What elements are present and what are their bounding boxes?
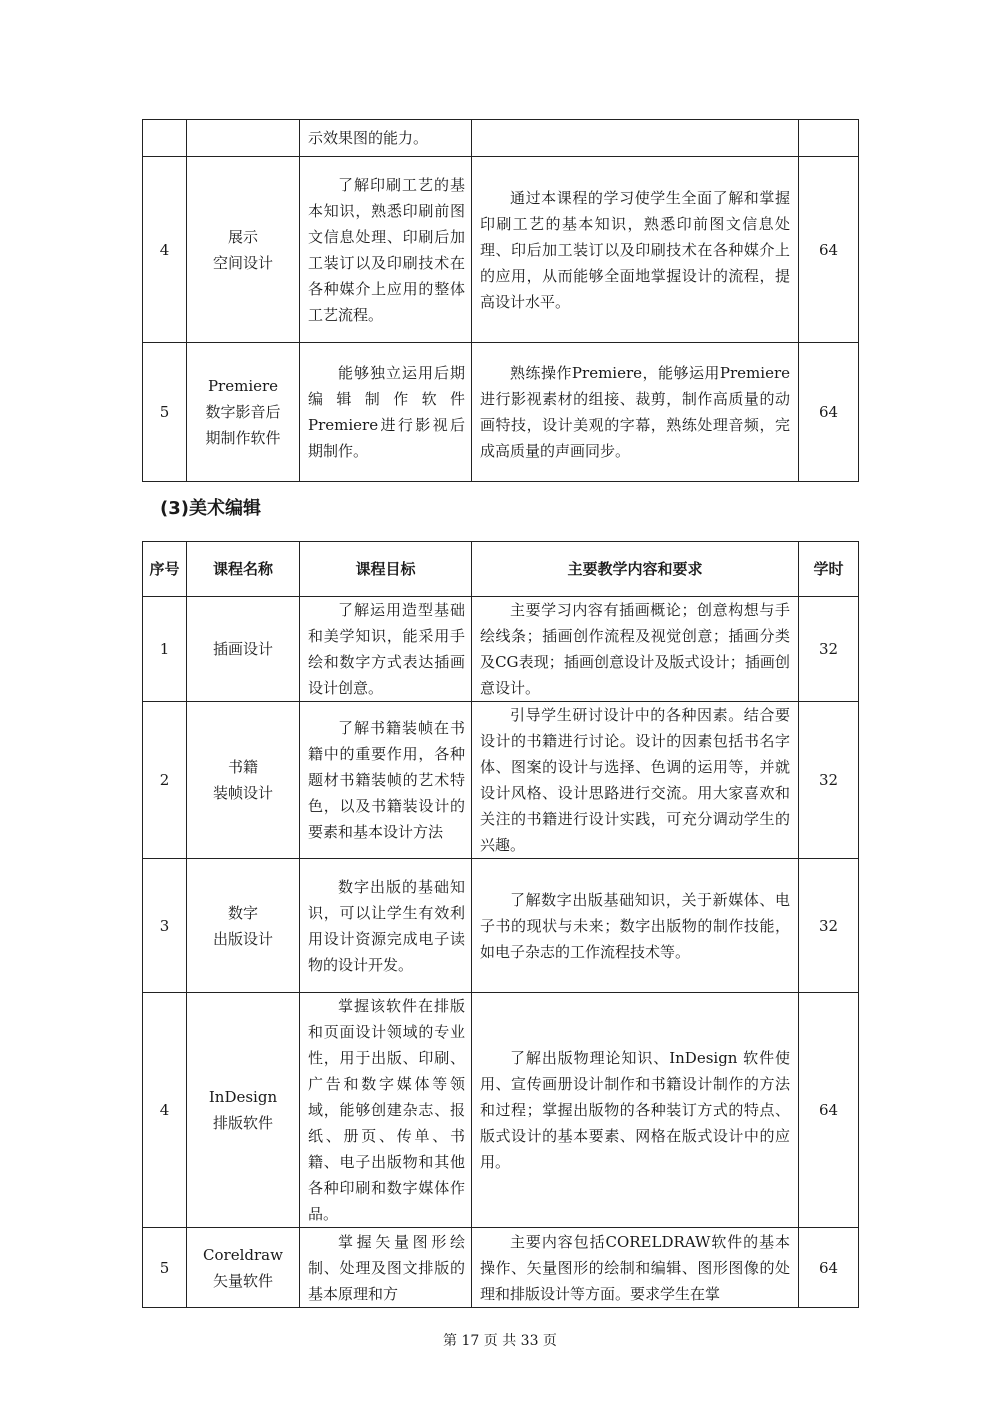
cell-content bbox=[472, 120, 799, 157]
section-title: (3)美术编辑 bbox=[160, 498, 261, 519]
cell-no-text: 4 bbox=[159, 1101, 170, 1119]
cell-hours-text: 32 bbox=[818, 916, 839, 935]
cell-objective-text: 掌握该软件在排版和页面设计领域的专业性，用于出版、印刷、广告和数字媒体等领域，能够创建杂志、报纸、册页、传单、书籍、电子出版物和其他各种印刷和数字媒体作品。 bbox=[308, 997, 465, 1223]
cell-course-name bbox=[187, 859, 300, 993]
cell-objective-text: 示效果图的能力。 bbox=[308, 129, 429, 147]
cell-no bbox=[143, 157, 187, 343]
course-name-line: 插画设计 bbox=[212, 640, 273, 658]
cell-no-text: 3 bbox=[159, 916, 170, 935]
course-name-line: 数字 bbox=[227, 903, 258, 922]
course-name-line: 书籍 bbox=[227, 758, 258, 776]
cell-hours-text: 64 bbox=[818, 1258, 839, 1277]
cell-objective bbox=[300, 343, 472, 482]
cell-hours bbox=[799, 120, 859, 157]
table-body bbox=[143, 120, 859, 482]
cell-no bbox=[143, 1228, 187, 1308]
header-objective: 课程目标 bbox=[300, 542, 472, 597]
course-name-line: 装帧设计 bbox=[212, 784, 273, 802]
cell-content bbox=[472, 343, 799, 482]
cell-hours bbox=[799, 1228, 859, 1308]
cell-objective-text: 了解书籍装帧在书籍中的重要作用，各种题材书籍装帧的艺术特色，以及书籍装设计的要素和基本设计方法 bbox=[308, 719, 465, 841]
table-row bbox=[143, 702, 859, 859]
cell-objective-text: 掌握矢量图形绘制、处理及图文排版的基本原理和方 bbox=[308, 1232, 465, 1303]
cell-content bbox=[472, 597, 799, 702]
cell-objective bbox=[300, 1228, 472, 1308]
cell-hours bbox=[799, 859, 859, 993]
course-name-line: 展示 bbox=[227, 227, 258, 246]
cell-hours-text: 64 bbox=[818, 403, 839, 421]
table-row bbox=[143, 343, 859, 482]
cell-content bbox=[472, 1228, 799, 1308]
course-name-line: 期制作软件 bbox=[205, 429, 281, 447]
cell-hours-text: 32 bbox=[818, 771, 839, 789]
cell-course-name bbox=[187, 157, 300, 343]
header-hours: 学时 bbox=[799, 542, 859, 597]
cell-content-text: 熟练操作Premiere，能够运用Premiere进行影视素材的组接、裁剪，制作高质量的动画特技，设计美观的字幕，熟练处理音频，完成高质量的声画同步。 bbox=[480, 364, 790, 460]
art-editing-course-table bbox=[142, 541, 859, 1308]
cell-no bbox=[143, 343, 187, 482]
cell-no bbox=[143, 597, 187, 702]
cell-course-name bbox=[187, 702, 300, 859]
cell-no-text: 2 bbox=[159, 771, 170, 789]
course-name-line: InDesign bbox=[208, 1088, 278, 1106]
cell-hours bbox=[799, 993, 859, 1228]
cell-no bbox=[143, 702, 187, 859]
cell-objective bbox=[300, 702, 472, 859]
cell-no bbox=[143, 120, 187, 157]
cell-hours-text: 64 bbox=[818, 240, 839, 259]
table-header-row bbox=[143, 542, 859, 597]
table-row bbox=[143, 157, 859, 343]
course-table-continued bbox=[142, 119, 859, 482]
cell-objective-text: 了解印刷工艺的基本知识，熟悉印刷前图文信息处理、印刷后加工装订以及印刷技术在各种媒介上应用的整体工艺流程。 bbox=[308, 175, 465, 324]
header-name: 课程名称 bbox=[187, 542, 300, 597]
cell-no bbox=[143, 993, 187, 1228]
table-row bbox=[143, 859, 859, 993]
course-name-line: 数字影音后 bbox=[205, 403, 281, 421]
cell-content-text: 了解出版物理论知识、InDesign 软件使用、宣传画册设计制作和书籍设计制作的方法和过程；掌握出版物的各种装订方式的特点、版式设计的基本要素、网格在版式设计中的应用。 bbox=[480, 1049, 790, 1171]
cell-objective-text: 能够独立运用后期编辑制作软件Premiere进行影视后期制作。 bbox=[308, 364, 465, 460]
course-name-line: 出版设计 bbox=[212, 929, 273, 948]
table-row bbox=[143, 597, 859, 702]
table-row bbox=[143, 120, 859, 157]
table-row bbox=[143, 1228, 859, 1308]
cell-course-name bbox=[187, 597, 300, 702]
cell-hours bbox=[799, 343, 859, 482]
header-no: 序号 bbox=[143, 542, 187, 597]
cell-objective bbox=[300, 157, 472, 343]
cell-content-text: 通过本课程的学习使学生全面了解和掌握印刷工艺的基本知识，熟悉印前图文信息处理、印后加工装订以及印刷技术在各种媒介上的应用，从而能够全面地掌握设计的流程，提高设计水平。 bbox=[480, 188, 790, 311]
cell-no-text: 5 bbox=[159, 1258, 170, 1277]
cell-objective bbox=[300, 859, 472, 993]
cell-objective bbox=[300, 597, 472, 702]
cell-objective-text: 了解运用造型基础和美学知识，能采用手绘和数字方式表达插画设计创意。 bbox=[308, 601, 465, 697]
cell-content-text: 引导学生研讨设计中的各种因素。结合要设计的书籍进行讨论。设计的因素包括书名字体、图案的设计与选择、色调的运用等，并就设计风格、设计思路进行交流。用大家喜欢和关注的书籍进行设计实践，可充分调动学生的兴趣。 bbox=[480, 706, 790, 854]
cell-no-text: 5 bbox=[159, 403, 170, 421]
cell-hours-text: 32 bbox=[818, 640, 839, 658]
cell-no-text: 1 bbox=[159, 640, 170, 658]
page-footer: 第 17 页 共 33 页 bbox=[443, 1333, 557, 1349]
cell-no bbox=[143, 859, 187, 993]
course-name-line: Premiere bbox=[207, 377, 279, 395]
cell-content-text: 主要内容包括CORELDRAW软件的基本操作、矢量图形的绘制和编辑、图形图像的处理和排版设计等方面。要求学生在掌 bbox=[480, 1232, 790, 1303]
cell-course-name bbox=[187, 993, 300, 1228]
table-row bbox=[143, 993, 859, 1228]
cell-content bbox=[472, 702, 799, 859]
cell-hours bbox=[799, 702, 859, 859]
cell-content-text: 了解数字出版基础知识，关于新媒体、电子书的现状与未来；数字出版物的制作技能，如电子杂志的工作流程技术等。 bbox=[480, 890, 790, 961]
cell-content bbox=[472, 859, 799, 993]
cell-hours bbox=[799, 157, 859, 343]
course-name-line: 矢量软件 bbox=[212, 1271, 273, 1290]
table-body bbox=[143, 597, 859, 1308]
cell-course-name bbox=[187, 120, 300, 157]
course-name-line: 排版软件 bbox=[212, 1114, 273, 1132]
cell-course-name bbox=[187, 343, 300, 482]
course-name-line: Coreldraw bbox=[203, 1245, 283, 1264]
cell-hours bbox=[799, 597, 859, 702]
cell-objective bbox=[300, 120, 472, 157]
cell-content bbox=[472, 157, 799, 343]
cell-no-text: 4 bbox=[159, 240, 170, 259]
cell-content-text: 主要学习内容有插画概论；创意构想与手绘线条；插画创作流程及视觉创意；插画分类及CG表现；插画创意设计及版式设计；插画创意设计。 bbox=[480, 601, 790, 697]
cell-objective bbox=[300, 993, 472, 1228]
cell-objective-text: 数字出版的基础知识，可以让学生有效利用设计资源完成电子读物的设计开发。 bbox=[308, 877, 465, 974]
cell-hours-text: 64 bbox=[818, 1101, 839, 1119]
cell-content bbox=[472, 993, 799, 1228]
header-content: 主要教学内容和要求 bbox=[472, 542, 799, 597]
course-name-line: 空间设计 bbox=[212, 253, 273, 272]
cell-course-name bbox=[187, 1228, 300, 1308]
